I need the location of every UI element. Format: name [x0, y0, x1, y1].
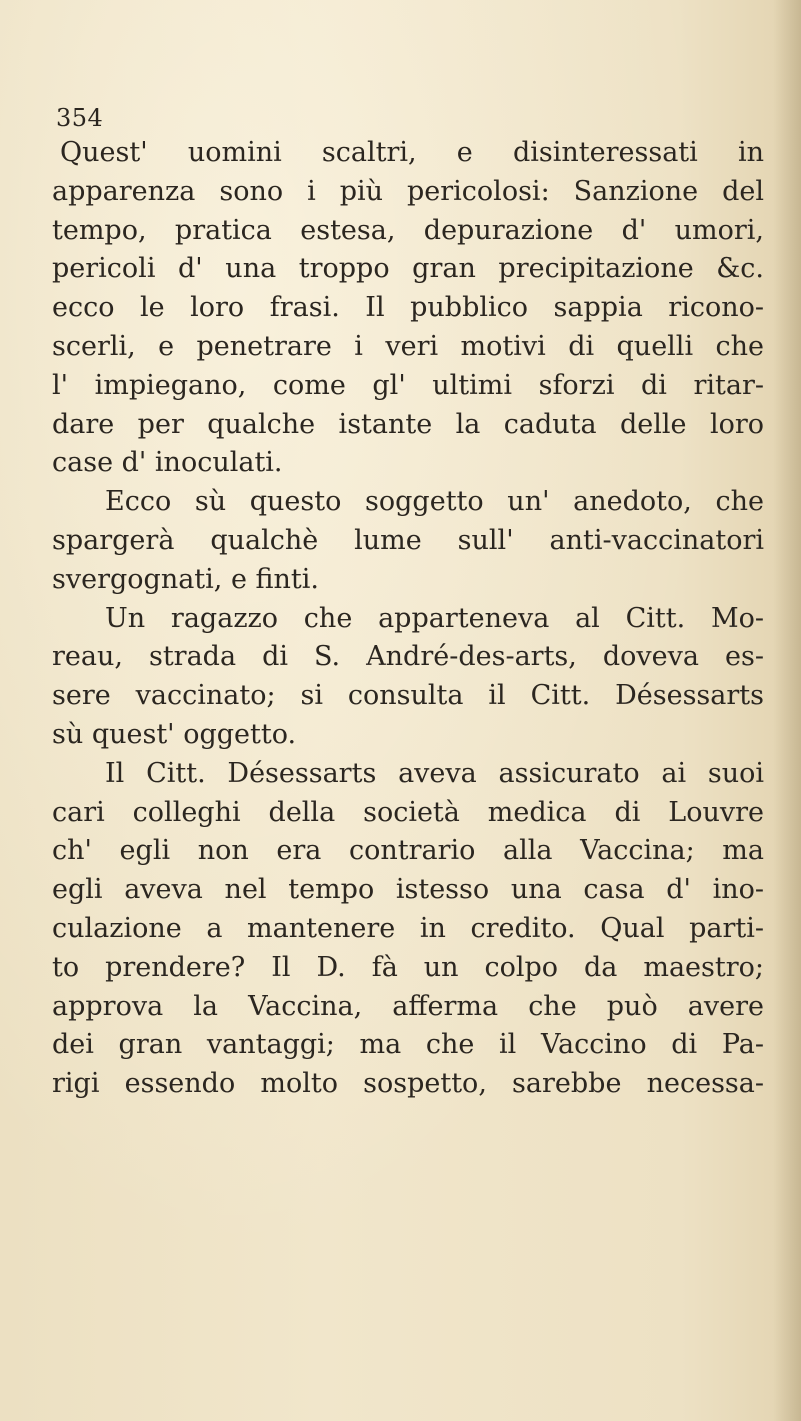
text-line: culazione a mantenere in credito. Qual parti- [52, 912, 764, 944]
text-line: reau, strada di S. André-des-arts, doveva es- [52, 641, 764, 673]
text-line: apparenza sono i più pericolosi: Sanzione del [52, 175, 764, 207]
page-edge-shadow [773, 0, 801, 1421]
text-line: svergognati, e finti. [52, 563, 319, 595]
text-line: tempo, pratica estesa, depurazione d' umori, [52, 214, 764, 246]
text-line: sere vaccinato; si consulta il Citt. Désessarts [52, 680, 764, 712]
text-line: approva la Vaccina, afferma che può avere [52, 990, 764, 1022]
text-line: l' impiegano, come gl' ultimi sforzi di ritar- [52, 369, 764, 401]
text-line: cari colleghi della società medica di Louvre [52, 796, 764, 828]
text-line: Ecco sù questo soggetto un' anedoto, che [105, 486, 764, 518]
text-line: Un ragazzo che apparteneva al Citt. Mo- [105, 602, 764, 634]
text-line: to prendere? Il D. fà un colpo da maestro; [52, 951, 764, 983]
text-line: scerli, e penetrare i veri motivi di quelli che [52, 330, 764, 362]
text-line: ecco le loro frasi. Il pubblico sappia ricono- [52, 292, 764, 324]
body-text [52, 134, 764, 1104]
text-line: dare per qualche istante la caduta delle loro [52, 408, 764, 440]
text-line: pericoli d' una troppo gran precipitazione &c. [52, 253, 764, 285]
text-line: sù quest' oggetto. [52, 718, 297, 750]
text-line: spargerà qualchè lume sull' anti-vaccinatori [52, 524, 764, 556]
text-line: dei gran vantaggi; ma che il Vaccino di Pa- [52, 1029, 764, 1061]
text-line: ch' egli non era contrario alla Vaccina; ma [52, 835, 764, 867]
text-line: case d' inoculati. [52, 447, 283, 479]
text-line: Quest' uomini scaltri, e disinteressati in [60, 137, 764, 168]
text-line: rigi essendo molto sospetto, sarebbe necessa- [52, 1068, 764, 1100]
page-number: 354 [56, 104, 104, 132]
text-line: egli aveva nel tempo istesso una casa d' ino- [52, 874, 764, 906]
text-line: Il Citt. Désessarts aveva assicurato ai suoi [105, 757, 764, 789]
